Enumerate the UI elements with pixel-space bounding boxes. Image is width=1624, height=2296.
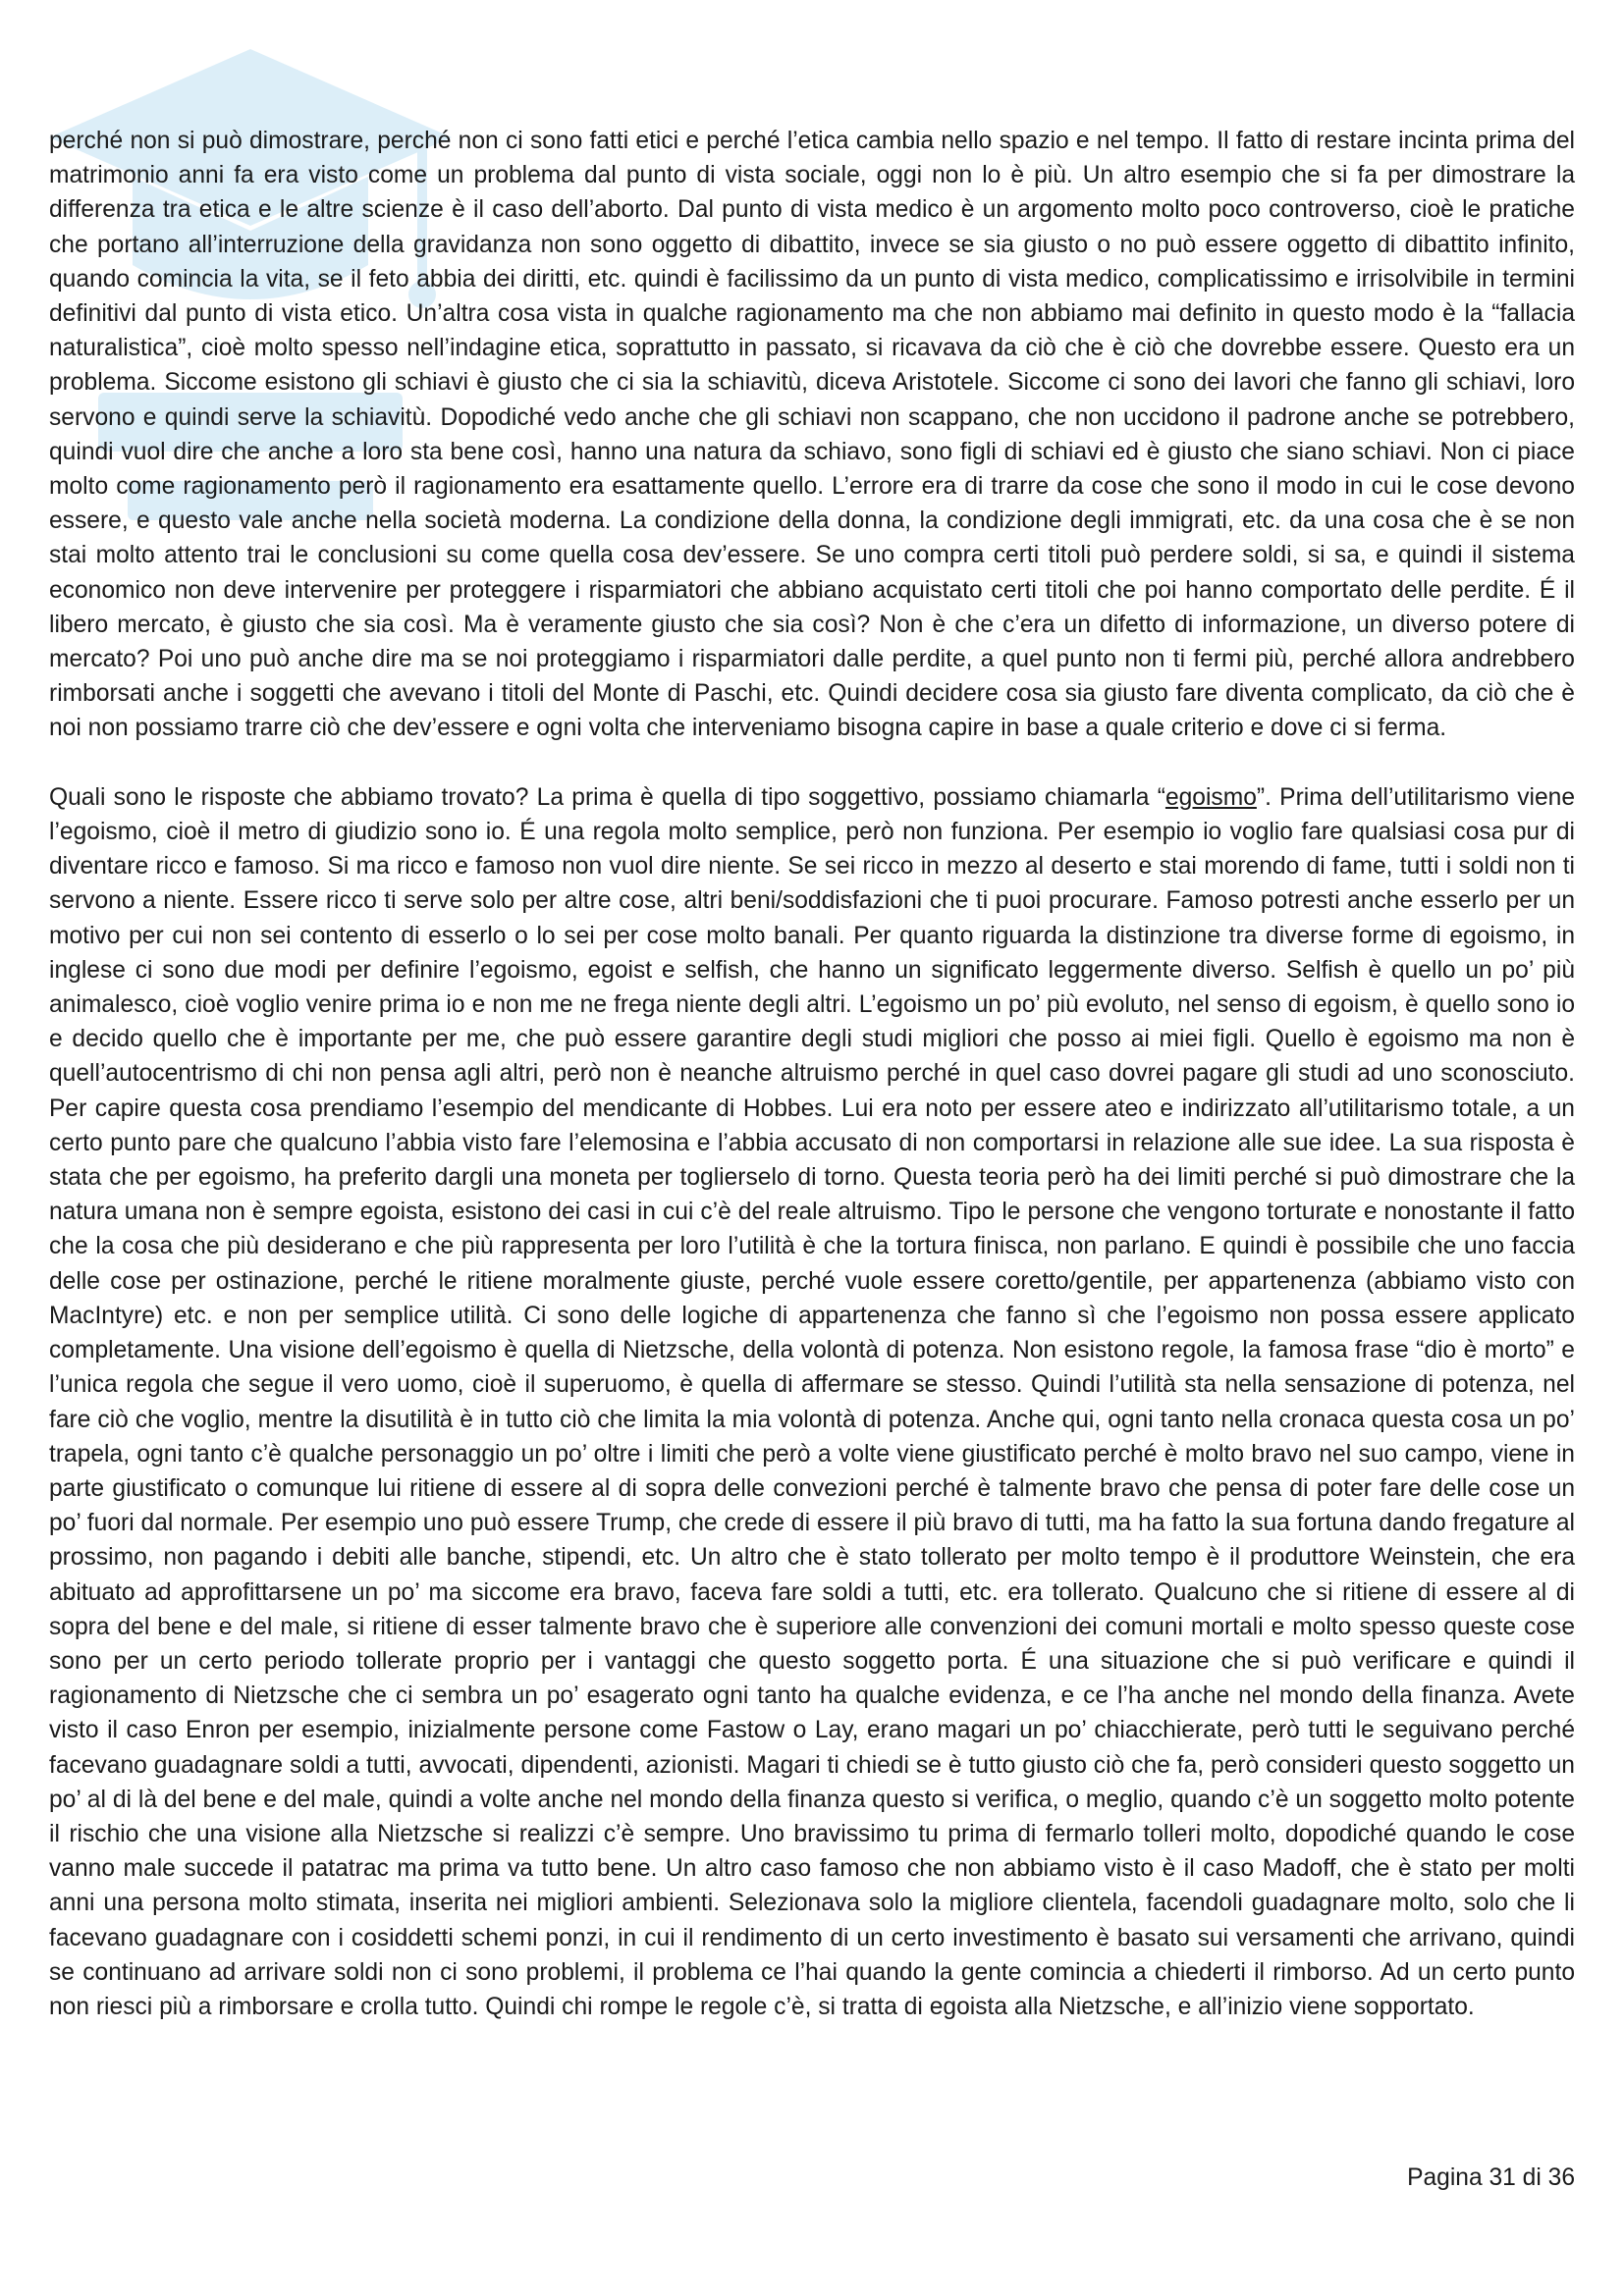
paragraph-2-text-start: Quali sono le risposte che abbiamo trovato? La prima è quella di tipo soggettivo, possiamo chiamarla “ (49, 783, 1165, 811)
page-number: Pagina 31 di 36 (1407, 2164, 1575, 2191)
paragraph-1-text: perché non si può dimostrare, perché non ci sono fatti etici e perché l’etica cambia nello spazio e nel tempo. Il fatto di restare incinta prima del matrimonio anni fa era visto come un problema dal punto di vista sociale, oggi non lo è più. Un altro esempio che si fa per dimostrare la differenza tra etica e le altre scienze è il caso dell’aborto. Dal punto di vista medico è un argomento molto poco controverso, cioè le pratiche che portano all’interruzione della gravidanza non sono oggetto di dibattito, invece se sia giusto o no può essere oggetto di dibattito infinito, quando comincia la vita, se il feto abbia dei diritti, etc. quindi è facilissimo da un punto di vista medico, complicatissimo e irrisolvibile in termini definitivi dal punto di vista etico. Un’altra cosa vista in qualche ragionamento ma che non abbiamo mai definito in questo modo è la “fallacia naturalistica”, cioè molto spesso nell’indagine etica, soprattutto in passato, si ricavava da ciò che è ciò che dovrebbe essere. Questo era un problema. Siccome esistono gli schiavi è giusto che ci sia la schiavitù, diceva Aristotele. Siccome ci sono dei lavori che fanno gli schiavi, loro servono e quindi serve la schiavitù. Dopodiché vedo anche che gli schiavi non scappano, che non uccidono il padrone anche se potrebbero, quindi vuol dire che anche a loro sta bene così, hanno una natura da schiavo, sono figli di schiavi ed è giusto che siano schiavi. Non ci piace molto come ragionamento però il ragionamento era esattamente quello. L’errore era di trarre da cose che sono il modo in cui le cose devono essere, e questo vale anche nella società moderna. La condizione della donna, la condizione degli immigrati, etc. da una cosa che è se non stai molto attento trai le conclusioni su come quella cosa dev’essere. Se uno compra certi titoli può perdere soldi, si sa, e quindi il sistema economico non deve intervenire per proteggere i risparmiatori che abbiano acquistato certi titoli che poi hanno comportato delle perdite. É il libero mercato, è giusto che sia così. Ma è veramente giusto che sia così? Non è che c’era un difetto di informazione, un diverso potere di mercato? Poi uno può anche dire ma se noi proteggiamo i risparmiatori dalle perdite, a quel punto non ti fermi più, perché allora andrebbero rimborsati anche i soggetti che avevano i titoli del Monte di Paschi, etc. Quindi decidere cosa sia giusto fare diventa complicato, da ciò che è noi non possiamo trarre ciò che dev’essere e ogni volta che interveniamo bisogna capire in base a quale criterio e dove ci si ferma. (49, 128, 1575, 742)
underlined-term-egoismo: egoismo (1164, 783, 1257, 811)
paragraph-1 (49, 124, 1575, 746)
paragraph-2-text-end: ”. Prima dell’utilitarismo viene l’egoismo, cioè il metro di giudizio sono io. É una regola molto semplice, però non funziona. Per esempio io voglio fare qualsiasi cosa pur di diventare ricco e famoso. Si ma ricco e famoso non vuol dire niente. Se sei ricco in mezzo al deserto e stai morendo di fame, tutti i soldi non ti servono a niente. Essere ricco ti serve solo per altre cose, altri beni/soddisfazioni che ti puoi procurare. Famoso potresti anche esserlo per un motivo per cui non sei contento di esserlo o lo sei per cose molto banali. Per quanto riguarda la distinzione tra diverse forme di egoismo, in inglese ci sono due modi per definire l’egoismo, egoist e selfish, che hanno un significato leggermente diverso. Selfish è quello un po’ più animalesco, cioè voglio venire prima io e non me ne frega niente degli altri. L’egoismo un po’ più evoluto, nel senso di egoism, è quello sono io e decido quello che è importante per me, che può essere garantire degli studi migliori che posso ai miei figli. Quello è egoismo ma non è quell’autocentrismo di chi non pensa agli altri, però non è neanche altruismo perché in quel caso dovrei pagare gli studi ad uno sconosciuto. Per capire questa cosa prendiamo l’esempio del mendicante di Hobbes. Lui era noto per essere ateo e indirizzato all’utilitarismo totale, a un certo punto pare che qualcuno l’abbia visto fare l’elemosina e l’abbia accusato di non comportarsi in relazione alle sue idee. La sua risposta è stata che per egoismo, ha preferito dargli una moneta per toglierselo di torno. Questa teoria però ha dei limiti perché si può dimostrare che la natura umana non è sempre egoista, esistono dei casi in cui c’è del reale altruismo. Tipo le persone che vengono torturate e nonostante il fatto che la cosa che più desiderano e che più rappresenta per loro l’utilità è che la tortura finisca, non parlano. E quindi è possibile che uno faccia delle cose per ostinazione, perché le ritiene moralmente giuste, perché vuole essere coretto/gentile, per appartenenza (abbiamo visto con MacIntyre) etc. e non per semplice utilità. Ci sono delle logiche di appartenenza che fanno sì che l’egoismo non possa essere applicato completamente. Una visione dell’egoismo è quella di Nietzsche, della volontà di potenza. Non esistono regole, la famosa frase “dio è morto” e l’unica regola che segue il vero uomo, cioè il superuomo, è quella di affermare se stesso. Quindi l’utilità sta nella sensazione di potenza, nel fare ciò che voglio, mentre la disutilità è in tutto ciò che limita la mia volontà di potenza. Anche qui, ogni tanto nella cronaca questa cosa un po’ trapela, ogni tanto c’è qualche personaggio un po’ oltre i limiti che però a volte viene giustificato perché è molto bravo nel suo campo, viene in parte giustificato o comunque lui ritiene di essere al di sopra delle convezioni perché è talmente bravo che pensa di poter fare delle cose un po’ fuori dal normale. Per esempio uno può essere Trump, che crede di essere il più bravo di tutti, ma ha fatto la sua fortuna dando fregature al prossimo, non pagando i debiti alle banche, stipendi, etc. Un altro che è stato tollerato per molto tempo è il produttore Weinstein, che era abituato ad approfittarsene un po’ ma siccome era bravo, faceva fare soldi a tutti, etc. era tollerato. Qualcuno che si ritiene di essere al di sopra del bene e del male, si ritiene di esser talmente bravo che è superiore alle convenzioni dei comuni mortali e molto spesso queste cose sono per un certo periodo tollerate proprio per i vantaggi che questo soggetto porta. É una situazione che si può verificare e quindi il ragionamento di Nietzsche che ci sembra un po’ esagerato ogni tanto ha qualche evidenza, e ce l’ha anche nel mondo della finanza. Avete visto il caso Enron per esempio, inizialmente persone come Fastow o Lay, erano magari un po’ chiacchierate, però tutti le seguivano perché facevano guadagnare soldi a tutti, avvocati, dipendenti, azionisti. Magari ti chiedi se è tutto giusto ciò che fa, però consideri questo soggetto un po’ al di là del bene e del male, quindi a volte anche nel mondo della finanza questo si verifica, o meglio, quando c’è un soggetto molto potente il rischio che una visione alla Nietzsche si realizzi c’è sempre. Uno bravissimo tu prima di fermarlo tolleri molto, dopodiché quando le cose vanno male succede il patatrac ma prima va tutto bene. Un altro caso famoso che non abbiamo visto è il caso Madoff, che è stato per molti anni una persona molto stimata, inserita nei migliori ambienti. Selezionava solo la migliore clientela, facendoli guadagnare molto, solo che li facevano guadagnare con i cosiddetti schemi ponzi, in cui il rendimento di un certo investimento è basato sui versamenti che arrivano, quindi se continuano ad arrivare soldi non ci sono problemi, il problema ce l’hai quando la gente comincia a chiederti il rimborso. Ad un certo punto non riesci più a rimborsare e crolla tutto. Quindi chi rompe le regole c’è, si tratta di egoista alla Nietzsche, e all’inizio viene sopportato. (49, 783, 1575, 2020)
paragraph-2 (49, 780, 1575, 2024)
document-body (49, 124, 1575, 2024)
